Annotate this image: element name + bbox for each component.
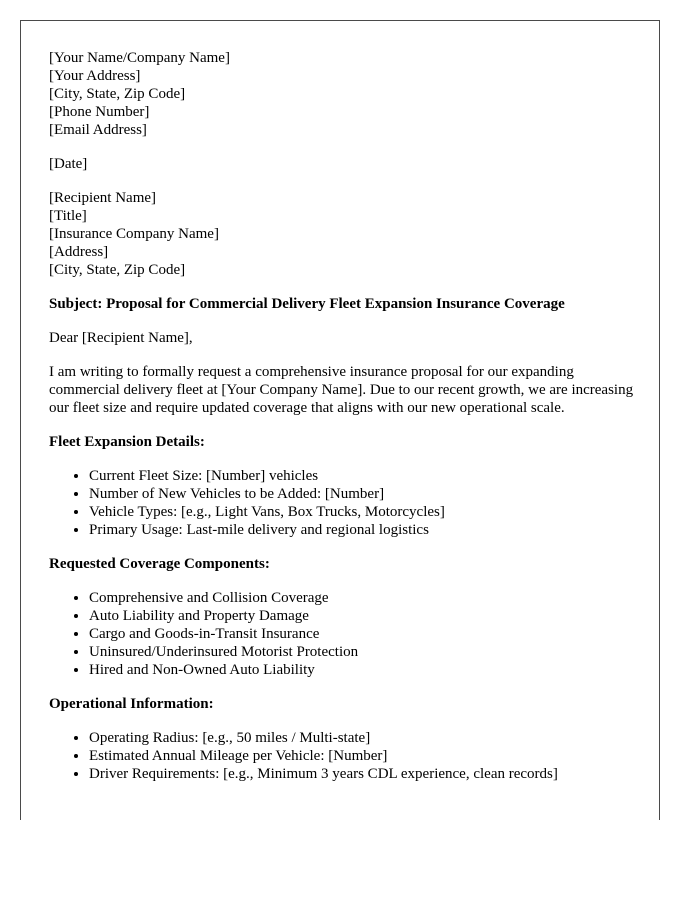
subject-line: Subject: Proposal for Commercial Delivery Fleet Expansion Insurance Coverage xyxy=(49,296,565,312)
list-item: • Number of New Vehicles to be Added: [Number] xyxy=(89,485,639,503)
list-item: • Primary Usage: Last-mile delivery and regional logistics xyxy=(89,521,639,539)
salutation: Dear [Recipient Name], xyxy=(49,330,193,346)
list-item: • Driver Requirements: [e.g., Minimum 3 years CDL experience, clean records] xyxy=(89,765,639,783)
sender-address xyxy=(49,49,639,139)
recipient-city: [City, State, Zip Code] xyxy=(49,262,186,278)
list-item: • Cargo and Goods-in-Transit Insurance xyxy=(89,625,639,643)
sender-name: [Your Name/Company Name] xyxy=(49,50,230,66)
letter-body xyxy=(49,49,639,799)
coverage-heading: Requested Coverage Components: xyxy=(49,556,270,572)
list-item: • Uninsured/Underinsured Motorist Protection xyxy=(89,643,639,661)
operations-heading: Operational Information: xyxy=(49,696,214,712)
letter-date: [Date] xyxy=(49,156,88,172)
recipient-title: [Title] xyxy=(49,208,87,224)
recipient-street: [Address] xyxy=(49,244,109,260)
sender-email: [Email Address] xyxy=(49,122,147,138)
sender-city: [City, State, Zip Code] xyxy=(49,86,186,102)
list-item: • Current Fleet Size: [Number] vehicles xyxy=(89,467,639,485)
sender-phone: [Phone Number] xyxy=(49,104,150,120)
letter-page xyxy=(20,20,660,820)
coverage-list xyxy=(49,589,639,679)
list-item: • Estimated Annual Mileage per Vehicle: [Number] xyxy=(89,747,639,765)
list-item: • Hired and Non-Owned Auto Liability xyxy=(89,661,639,679)
list-item: • Vehicle Types: [e.g., Light Vans, Box Trucks, Motorcycles] xyxy=(89,503,639,521)
intro-paragraph: I am writing to formally request a comprehensive insurance proposal for our expanding commercial delivery fleet at [Your Company Name]. Due to our recent growth, we are increasing our fleet size and require updated coverage that aligns with our new operational scale. xyxy=(49,364,634,416)
recipient-address xyxy=(49,189,639,279)
list-item: • Auto Liability and Property Damage xyxy=(89,607,639,625)
recipient-name: [Recipient Name] xyxy=(49,190,157,206)
operations-list xyxy=(49,729,639,783)
sender-street: [Your Address] xyxy=(49,68,141,84)
list-item: • Operating Radius: [e.g., 50 miles / Multi-state] xyxy=(89,729,639,747)
fleet-details-heading: Fleet Expansion Details: xyxy=(49,434,205,450)
list-item: • Comprehensive and Collision Coverage xyxy=(89,589,639,607)
fleet-details-list xyxy=(49,467,639,539)
recipient-company: [Insurance Company Name] xyxy=(49,226,219,242)
